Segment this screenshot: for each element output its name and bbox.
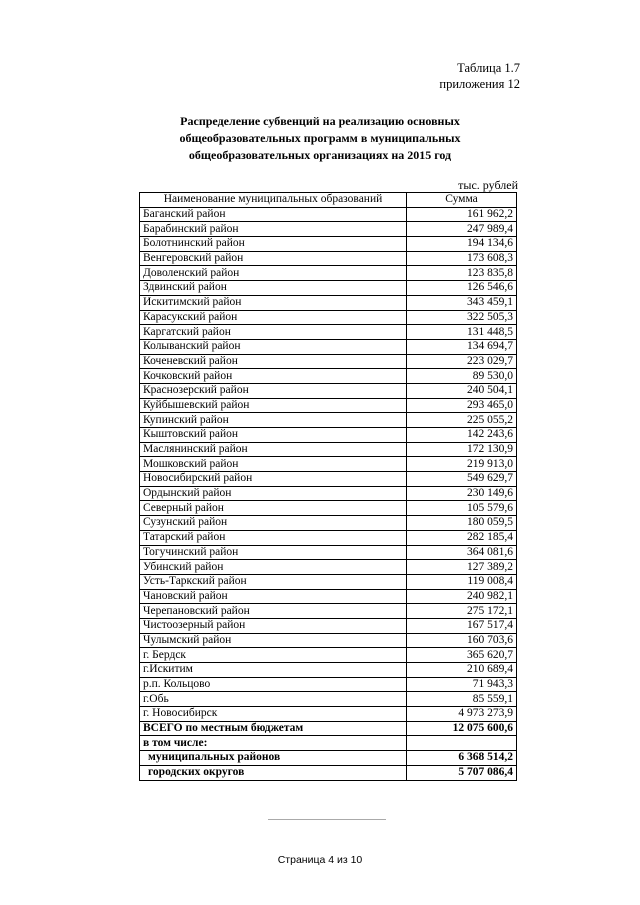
table-row	[140, 707, 517, 722]
subsidy-table	[139, 192, 517, 781]
municipality-name: Куйбышевский район	[140, 398, 407, 413]
table-row	[140, 281, 517, 296]
municipality-name: Северный район	[140, 501, 407, 516]
subsidy-amount: 142 243,6	[407, 428, 517, 443]
subsidy-amount: 180 059,5	[407, 516, 517, 531]
title-line-1: Распределение субвенций на реализацию основных	[180, 114, 460, 128]
municipality-name: Мошковский район	[140, 457, 407, 472]
subsidy-amount: 160 703,6	[407, 633, 517, 648]
subsidy-amount: 194 134,6	[407, 237, 517, 252]
table-row	[140, 413, 517, 428]
municipal-label: муниципальных районов	[140, 751, 407, 766]
table-row	[140, 560, 517, 575]
table-row	[140, 251, 517, 266]
municipality-name: г.Обь	[140, 692, 407, 707]
municipality-name: Кыштовский район	[140, 428, 407, 443]
subsidy-amount: 240 982,1	[407, 589, 517, 604]
subsidy-amount: 365 620,7	[407, 648, 517, 663]
table-header-row	[140, 193, 517, 208]
table-row	[140, 310, 517, 325]
subsidy-amount: 240 504,1	[407, 383, 517, 398]
table-row	[140, 530, 517, 545]
table-number-label: Таблица 1.7	[457, 61, 520, 75]
total-value: 12 075 600,6	[407, 721, 517, 736]
including-label: в том числе:	[140, 736, 407, 751]
subsidy-amount: 247 989,4	[407, 222, 517, 237]
subsidy-amount: 225 055,2	[407, 413, 517, 428]
subsidy-amount: 134 694,7	[407, 339, 517, 354]
municipality-name: Краснозерский район	[140, 383, 407, 398]
subsidy-amount: 293 465,0	[407, 398, 517, 413]
municipality-name: Купинский район	[140, 413, 407, 428]
municipality-name: Искитимский район	[140, 295, 407, 310]
table-row	[140, 369, 517, 384]
municipality-name: Болотнинский район	[140, 237, 407, 252]
page-number: Страница 4 из 10	[277, 854, 363, 866]
municipality-name: Новосибирский район	[140, 472, 407, 487]
table-row	[140, 383, 517, 398]
table-row	[140, 457, 517, 472]
municipality-name: г.Искитим	[140, 663, 407, 678]
municipality-name: Колыванский район	[140, 339, 407, 354]
subsidy-amount: 89 530,0	[407, 369, 517, 384]
municipality-name: г. Бердск	[140, 648, 407, 663]
table-row	[140, 604, 517, 619]
municipality-name: Сузунский район	[140, 516, 407, 531]
municipality-name: Доволенский район	[140, 266, 407, 281]
appendix-label: приложения 12	[439, 77, 520, 91]
table-body	[140, 207, 517, 721]
subsidy-amount: 161 962,2	[407, 207, 517, 222]
municipality-name: р.п. Кольцово	[140, 677, 407, 692]
municipality-name: Кочковский район	[140, 369, 407, 384]
table-row	[140, 222, 517, 237]
table-row	[140, 325, 517, 340]
document-title	[120, 113, 520, 164]
municipality-name: Баганский район	[140, 207, 407, 222]
table-row	[140, 266, 517, 281]
subsidy-amount: 275 172,1	[407, 604, 517, 619]
municipality-name: Каргатский район	[140, 325, 407, 340]
table-row	[140, 207, 517, 222]
subsidy-amount: 219 913,0	[407, 457, 517, 472]
table-row	[140, 618, 517, 633]
subsidy-amount: 210 689,4	[407, 663, 517, 678]
municipality-name: Маслянинский район	[140, 442, 407, 457]
table-row	[140, 545, 517, 560]
subsidy-amount: 167 517,4	[407, 618, 517, 633]
municipal-value: 6 368 514,2	[407, 751, 517, 766]
table-row	[140, 472, 517, 487]
table-row	[140, 486, 517, 501]
subsidy-amount: 127 389,2	[407, 560, 517, 575]
subsidy-amount: 131 448,5	[407, 325, 517, 340]
municipality-name: Чулымский район	[140, 633, 407, 648]
municipality-name: Венгеровский район	[140, 251, 407, 266]
subsidy-amount: 123 835,8	[407, 266, 517, 281]
table-row	[140, 663, 517, 678]
subsidy-amount: 4 973 273,9	[407, 707, 517, 722]
subsidy-amount: 119 008,4	[407, 574, 517, 589]
table-summary	[140, 721, 517, 780]
municipality-name: Здвинский район	[140, 281, 407, 296]
municipal-row	[140, 751, 517, 766]
municipality-name: Чановский район	[140, 589, 407, 604]
column-header-name: Наименование муниципальных образований	[140, 193, 407, 208]
subsidy-amount: 364 081,6	[407, 545, 517, 560]
table-row	[140, 516, 517, 531]
table-row	[140, 237, 517, 252]
table-row	[140, 501, 517, 516]
table-row	[140, 633, 517, 648]
table-row	[140, 574, 517, 589]
units-label: тыс. рублей	[458, 178, 518, 192]
table-row	[140, 442, 517, 457]
total-row	[140, 721, 517, 736]
subsidy-amount: 173 608,3	[407, 251, 517, 266]
subsidy-amount: 223 029,7	[407, 354, 517, 369]
title-line-2: общеобразовательных программ в муниципальных	[179, 131, 461, 145]
title-line-3: общеобразовательных организациях на 2015 год	[188, 148, 452, 162]
table-row	[140, 589, 517, 604]
municipality-name: г. Новосибирск	[140, 707, 407, 722]
municipality-name: Ордынский район	[140, 486, 407, 501]
municipality-name: Черепановский район	[140, 604, 407, 619]
municipality-name: Карасукский район	[140, 310, 407, 325]
table-row	[140, 677, 517, 692]
subsidy-amount: 172 130,9	[407, 442, 517, 457]
column-header-sum: Сумма	[407, 193, 517, 208]
subsidy-amount: 71 943,3	[407, 677, 517, 692]
table-row	[140, 648, 517, 663]
municipality-name: Убинский район	[140, 560, 407, 575]
table-row	[140, 428, 517, 443]
subsidy-amount: 230 149,6	[407, 486, 517, 501]
including-empty	[407, 736, 517, 751]
table-row	[140, 354, 517, 369]
subsidy-amount: 343 459,1	[407, 295, 517, 310]
table-row	[140, 295, 517, 310]
subsidy-amount: 549 629,7	[407, 472, 517, 487]
footer-divider	[268, 819, 386, 820]
subsidy-amount: 282 185,4	[407, 530, 517, 545]
urban-value: 5 707 086,4	[407, 765, 517, 780]
table-row	[140, 339, 517, 354]
municipality-name: Чистоозерный район	[140, 618, 407, 633]
total-label: ВСЕГО по местным бюджетам	[140, 721, 407, 736]
table-row	[140, 398, 517, 413]
municipality-name: Барабинский район	[140, 222, 407, 237]
urban-row	[140, 765, 517, 780]
subsidy-amount: 105 579,6	[407, 501, 517, 516]
urban-label: городских округов	[140, 765, 407, 780]
subsidy-amount: 126 546,6	[407, 281, 517, 296]
including-row	[140, 736, 517, 751]
table-row	[140, 692, 517, 707]
municipality-name: Коченевский район	[140, 354, 407, 369]
municipality-name: Татарский район	[140, 530, 407, 545]
subsidy-amount: 85 559,1	[407, 692, 517, 707]
municipality-name: Усть-Таркский район	[140, 574, 407, 589]
municipality-name: Тогучинский район	[140, 545, 407, 560]
subsidy-amount: 322 505,3	[407, 310, 517, 325]
